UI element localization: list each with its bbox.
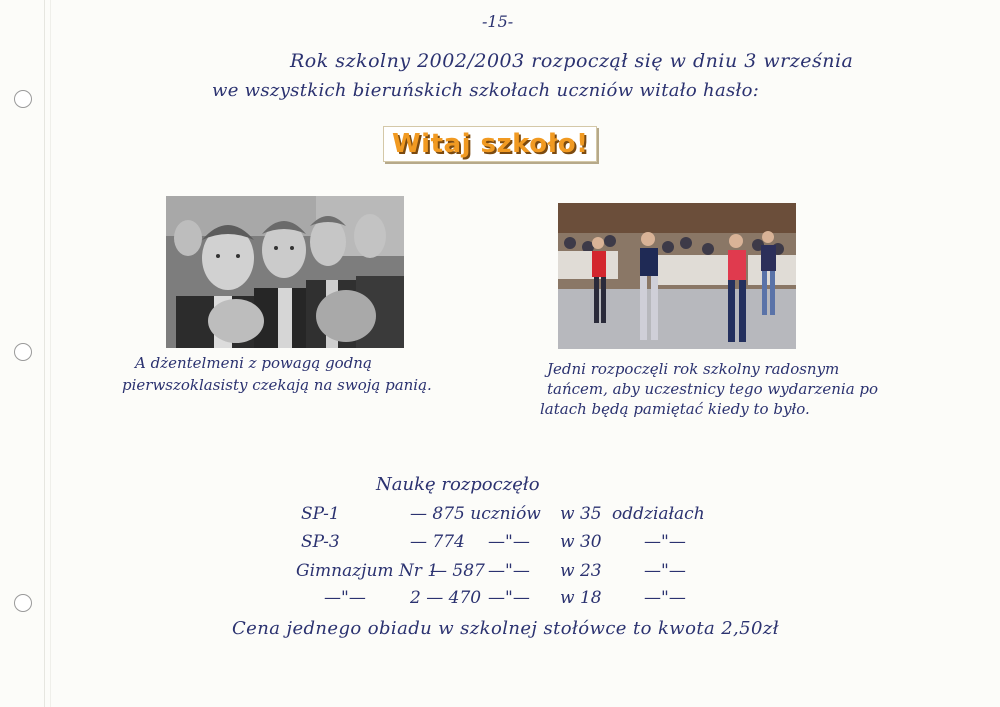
photo-dancers xyxy=(558,203,796,349)
stats-units: —"— xyxy=(644,561,686,581)
stats-in: w 30 xyxy=(560,532,602,552)
stats-school: —"— xyxy=(324,588,366,608)
stats-title: Naukę rozpoczęło xyxy=(376,474,540,495)
caption-left-line-2: pierwszoklasisty czekają na swoją panią. xyxy=(122,376,432,394)
dinner-price-note: Cena jednego obiadu w szkolnej stołówce to kwota 2,50zł xyxy=(232,618,780,639)
stats-school: SP-3 xyxy=(301,532,340,552)
page-number: -15- xyxy=(482,12,514,31)
stats-ditto: —"— xyxy=(488,532,530,552)
margin-line xyxy=(50,0,51,707)
stats-units: oddziałach xyxy=(612,504,705,524)
stats-count: — 875 uczniów xyxy=(410,504,541,524)
stats-units: —"— xyxy=(644,532,686,552)
stats-units: —"— xyxy=(644,588,686,608)
stats-school: Gimnazjum Nr 1 xyxy=(296,561,439,581)
stats-in: w 18 xyxy=(560,588,602,608)
stats-in: w 23 xyxy=(560,561,602,581)
stats-ditto: —"— xyxy=(488,588,530,608)
binder-hole-icon xyxy=(14,343,32,361)
caption-left-line-1: A dżentelmeni z powagą godną xyxy=(135,354,372,372)
banner xyxy=(383,126,597,162)
stats-count: — 587 xyxy=(430,561,485,581)
caption-right-line-3: latach będą pamiętać kiedy to było. xyxy=(540,400,810,418)
caption-right-line-1: Jedni rozpoczęli rok szkolny radosnym xyxy=(547,360,840,378)
caption-right-line-2: tańcem, aby uczestnicy tego wydarzenia po xyxy=(547,380,879,398)
stats-in: w 35 xyxy=(560,504,602,524)
margin-line xyxy=(44,0,45,707)
binder-hole-icon xyxy=(14,594,32,612)
binder-hole-icon xyxy=(14,90,32,108)
intro-line-1: Rok szkolny 2002/2003 rozpoczął się w dniu 3 września xyxy=(290,50,854,72)
stats-school: SP-1 xyxy=(301,504,340,524)
stats-ditto: —"— xyxy=(488,561,530,581)
intro-line-2: we wszystkich bieruńskich szkołach uczniów witało hasło: xyxy=(212,80,760,101)
stats-count: — 774 xyxy=(410,532,465,552)
stats-count: 2 — 470 xyxy=(410,588,482,608)
banner-text: Witaj szkoło! xyxy=(392,129,589,159)
photo-first-graders xyxy=(166,196,404,348)
